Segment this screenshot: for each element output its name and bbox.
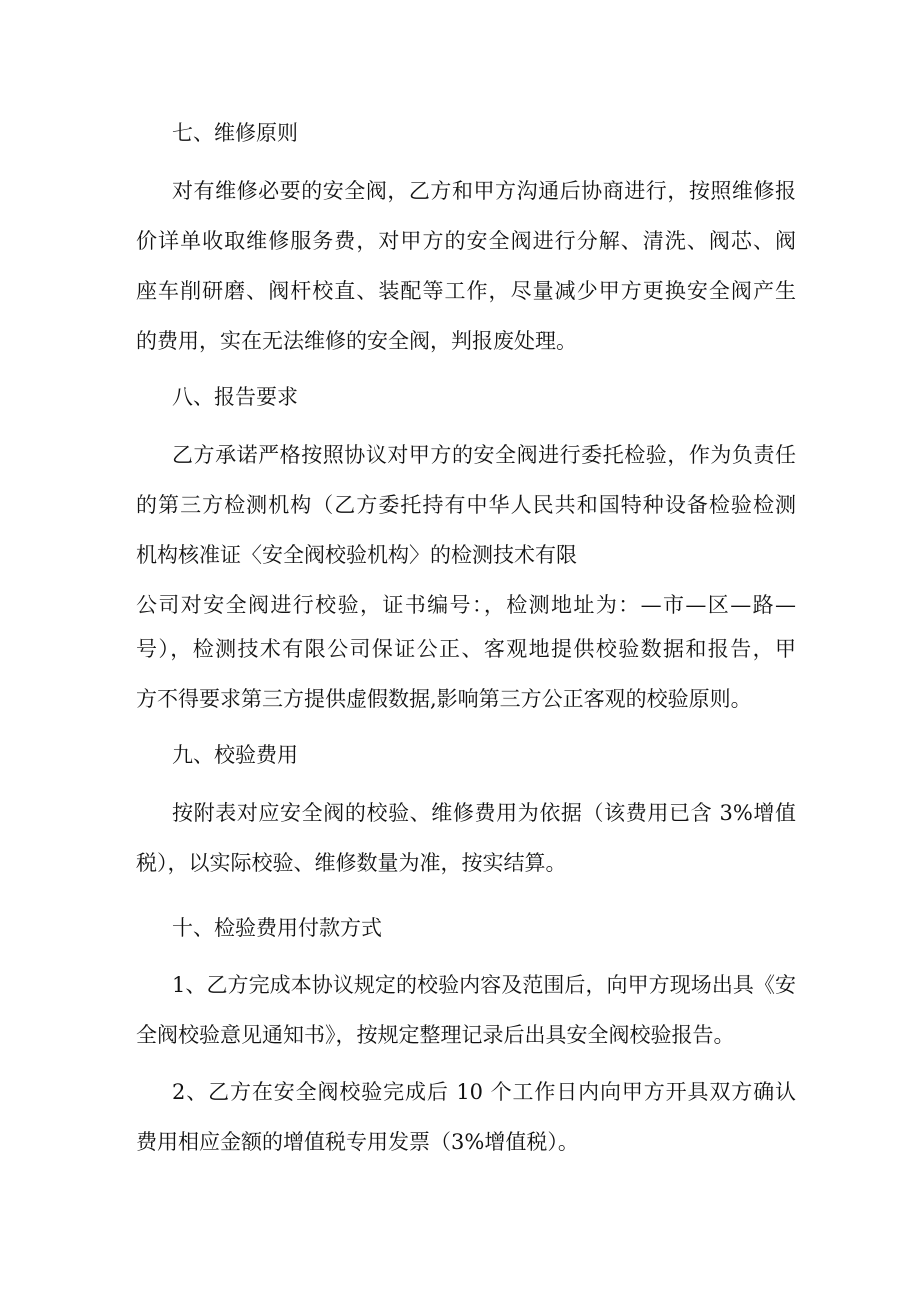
paragraph-line: 价详单收取维修服务费，对甲方的安全阀进行分解、清洗、阀芯、阀 (136, 229, 796, 253)
paragraph-line: 座车削研磨、阀杆校直、装配等工作，尽量减少甲方更换安全阀产生 (136, 279, 796, 303)
paragraph-line: 费用相应金额的增值税专用发票（3%增值税）。 (136, 1130, 579, 1154)
section-heading-10: 十、检验费用付款方式 (172, 916, 382, 940)
paragraph-line: 方不得要求第三方提供虚假数据,影响第三方公正客观的校验原则。 (136, 687, 752, 711)
paragraph-line: 按附表对应安全阀的校验、维修费用为依据（该费用已含 3%增值 (172, 801, 796, 825)
paragraph-line: 机构核准证〈安全阀校验机构〉的检测技术有限 (136, 543, 577, 567)
paragraph-line: 号），检测技术有限公司保证公正、客观地提供校验数据和报告，甲 (136, 637, 796, 661)
section-heading-9: 九、校验费用 (172, 743, 298, 767)
paragraph-line: 2、乙方在安全阀校验完成后 10 个工作日内向甲方开具双方确认 (172, 1080, 796, 1104)
section-heading-8: 八、报告要求 (172, 385, 298, 409)
paragraph-line: 乙方承诺严格按照协议对甲方的安全阀进行委托检验，作为负责任 (172, 443, 796, 467)
paragraph-line: 对有维修必要的安全阀，乙方和甲方沟通后协商进行，按照维修报 (172, 179, 796, 203)
paragraph-line: 公司对安全阀进行校验，证书编号：，检测地址为：—市—区—路— (136, 593, 796, 617)
paragraph-line: 1、乙方完成本协议规定的校验内容及范围后，向甲方现场出具《安 (172, 973, 796, 997)
paragraph-line: 税），以实际校验、维修数量为准，按实结算。 (136, 851, 567, 875)
paragraph-line: 全阀校验意见通知书》，按规定整理记录后出具安全阀校验报告。 (136, 1023, 735, 1047)
paragraph-line: 的第三方检测机构（乙方委托持有中华人民共和国特种设备检验检测 (136, 493, 796, 517)
paragraph-line: 的费用，实在无法维修的安全阀，判报废处理。 (136, 329, 577, 353)
section-heading-7: 七、维修原则 (172, 121, 298, 145)
